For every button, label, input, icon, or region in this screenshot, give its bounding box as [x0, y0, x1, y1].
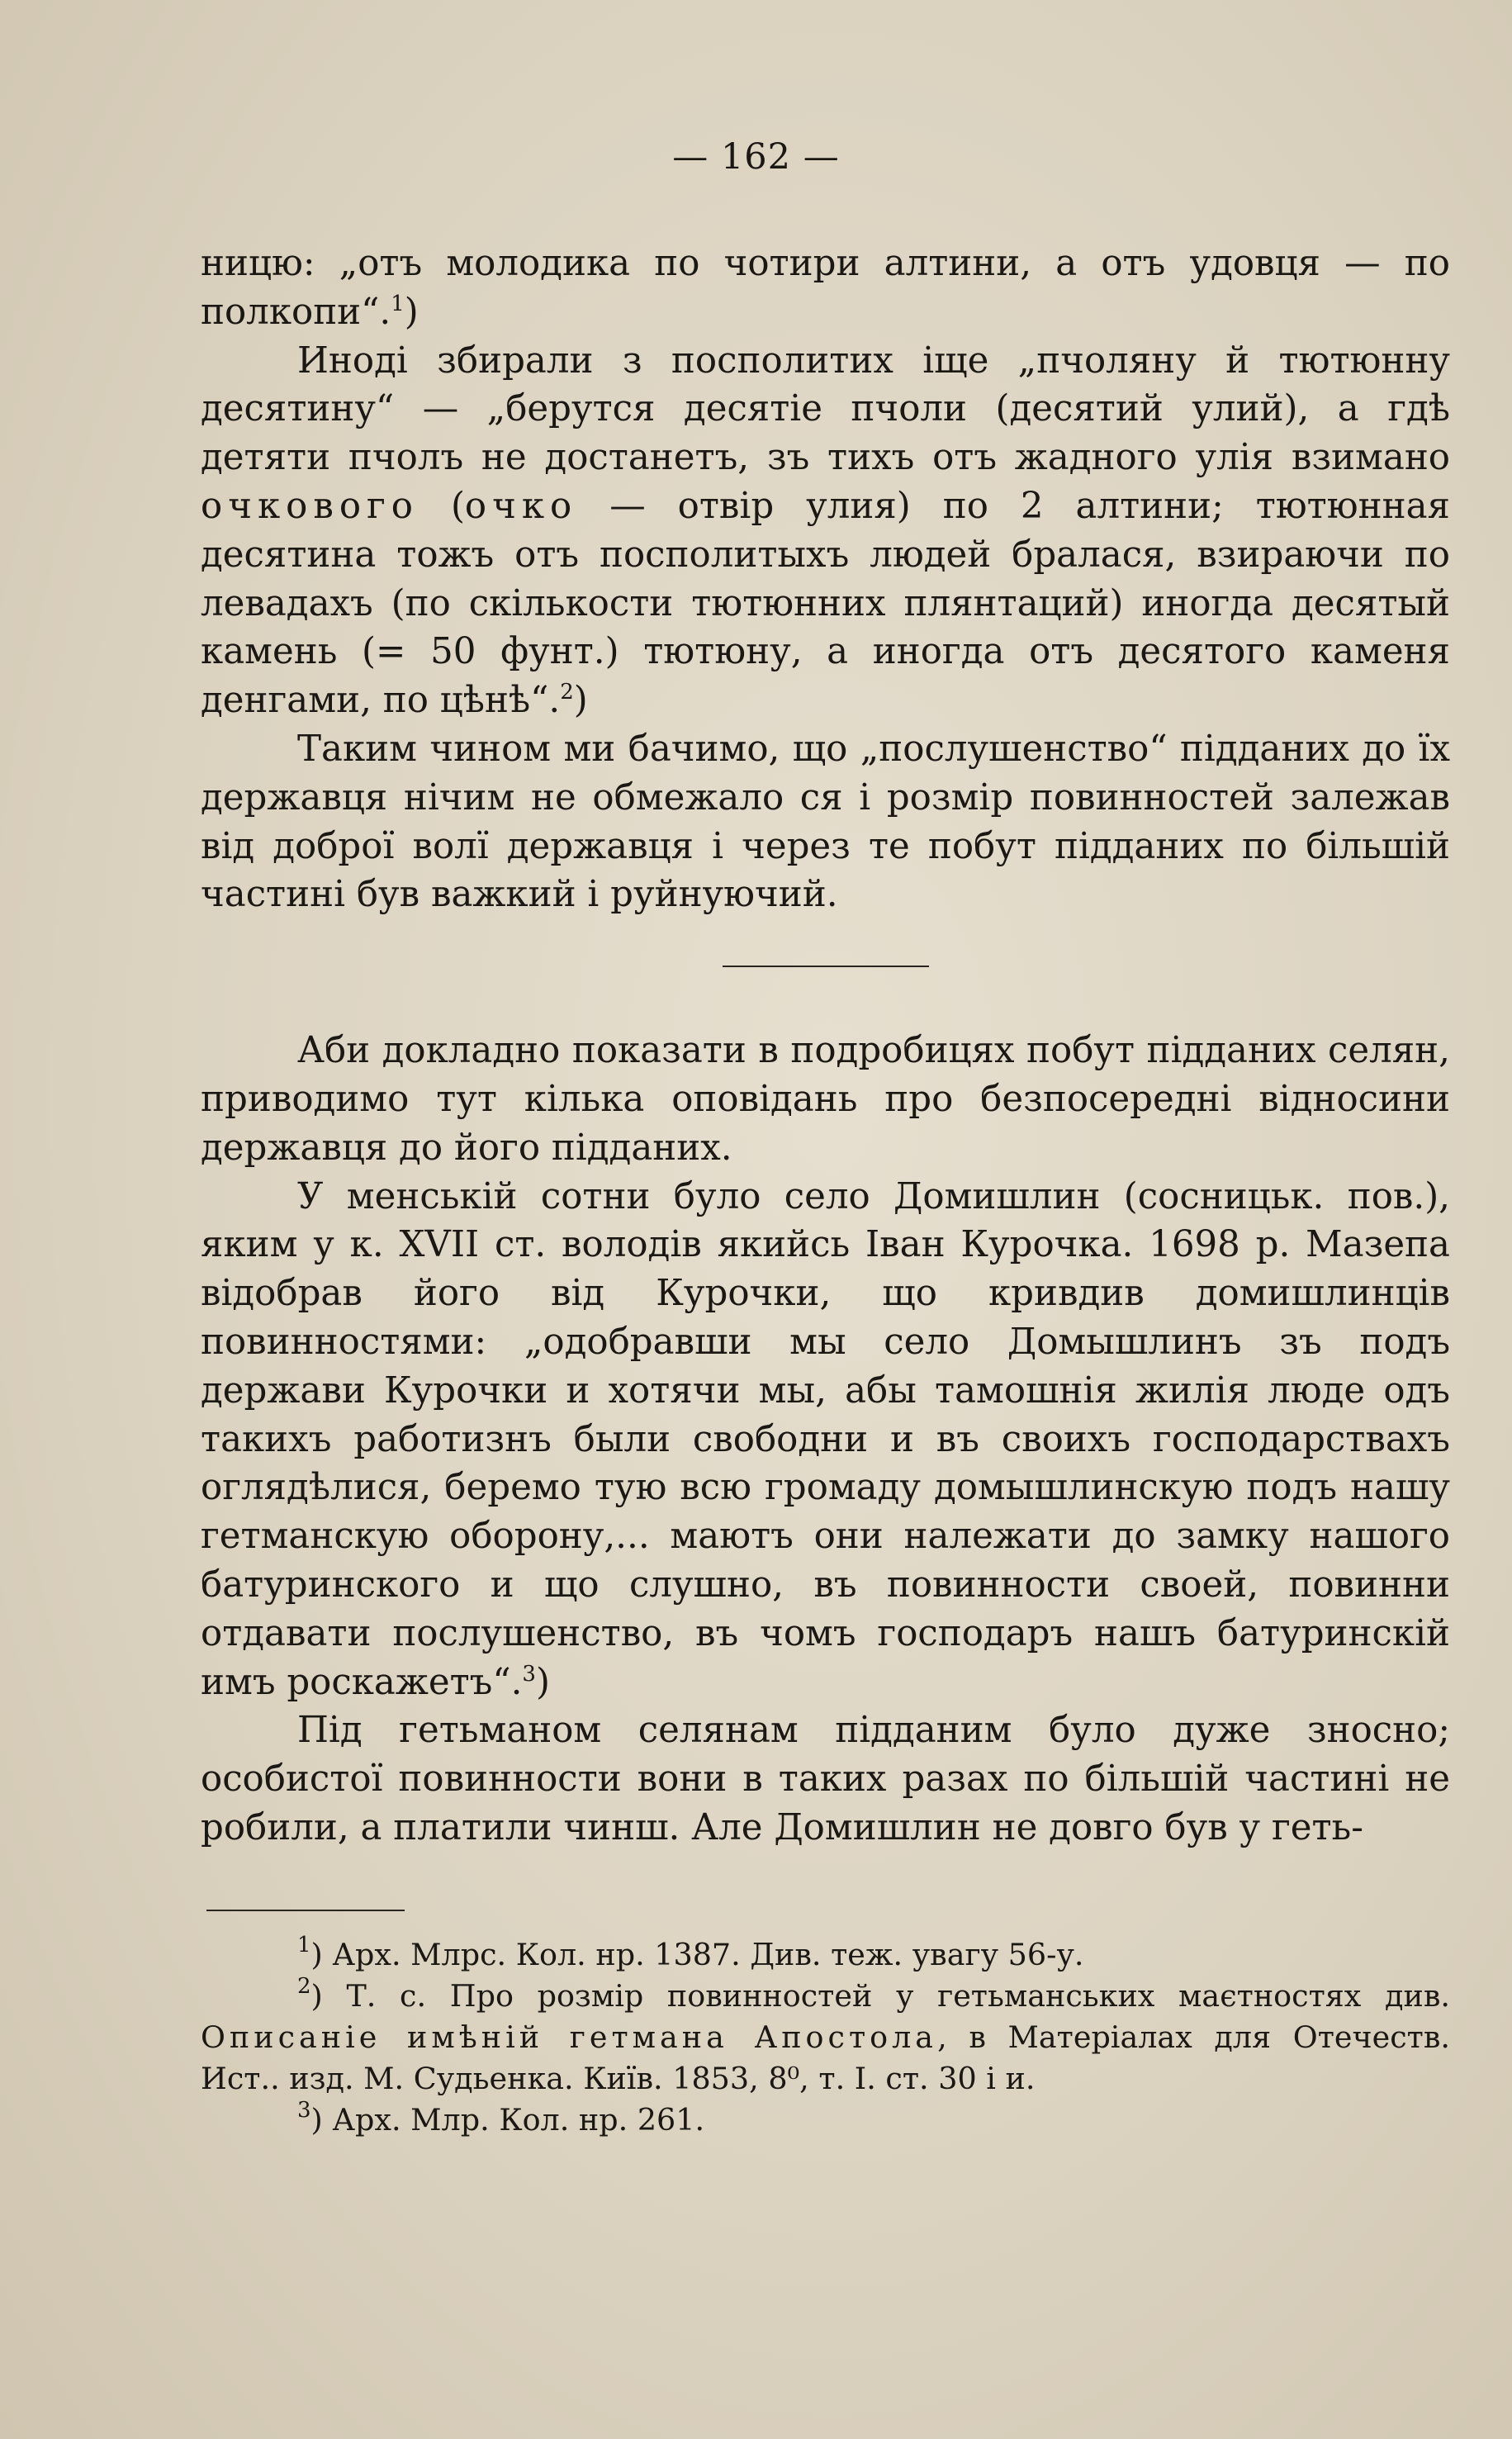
footnote-ref: 2: [560, 680, 574, 705]
paragraph: ницю: „отъ молодика по чотири алтини, а отъ удовця — по полкопи“.$^1$): [201, 243, 1450, 333]
footnote: $^3$) Арх. Млр. Кол. нр. 261.: [297, 2098, 705, 2138]
spaced-emphasis: очко: [464, 485, 578, 527]
footnotes: [201, 1934, 1450, 2141]
spaced-emphasis: Описаніе имѣній гетмана Апостола: [201, 2019, 938, 2055]
paragraph: Иноді збирали з посполитих іще „пчоляну й тютюнну десятину“ — „берутся десятіе пчоли (десятий улий), а гдѣ детяти пчолъ не достанетъ, зъ тихъ отъ жадного улія взимано очкового (очко — отвір улия) по 2 алтини; тютюнная десятина тожъ отъ посполитыхъ людей бралася, взираючи по левадахъ (по скількости тютюнних плянтаций) иногда десятый камень (= 50 фунт.) тютюну, а иногда отъ десятого каменя денгами, по цѣнѣ“.$^2$): [201, 339, 1450, 722]
footnote-ref: 3: [522, 1661, 536, 1687]
main-text: [201, 240, 1450, 1853]
footnote: $^1$) Арх. Млрс. Кол. нр. 1387. Див. теж. увагу 56-у.: [297, 1933, 1084, 1972]
footnote-mark: 1: [297, 1933, 311, 1957]
footnote-mark: 3: [297, 2098, 311, 2123]
spaced-emphasis: очкового: [201, 485, 419, 527]
page-number: — 162 —: [672, 136, 840, 178]
paragraph: У менській сотни було село Домишлин (сосницьк. пов.), яким у к. XVII ст. володів якийсь Іван Курочка. 1698 р. Мазепа відобрав його від Курочки, що кривдив домишлинців повинностями: „одобравши мы село Домышлинъ зъ подъ держави Курочки и хотячи мы, абы тамошнія жилія люде одъ такихъ работизнъ были свободни и въ своихъ господарствахъ оглядѣлися, беремо тую всю громаду домышлинскую подъ нашу гетманскую оборону,... маютъ они належати до замку нашого батуринского и що слушно, въ повинности своей, повинни отдавати послушенство, въ чомъ господаръ нашъ батуринскій имъ роскажетъ“.$^3$): [201, 1175, 1450, 1703]
footnote-rule: [206, 1910, 405, 1911]
footnote: $^2$) Т. с. Про розмір повинностей у гетьманських маєтностях див. Описаніе имѣній гетмана Апостола, в Матеріалах для Отечеств. Ист.. изд. М. Судьенка. Київ. 1853, 8⁰, т. I. ст. 30 і и.: [201, 1974, 1451, 2096]
paragraph: Таким чином ми бачимо, що „послушенство“ підданих до їх державця нічим не обмежало ся і розмір повинностей залежав від доброї волї державця і через те побут підданих по більшій частині був важкий і руйнуючий.: [201, 728, 1450, 916]
paragraph: Аби докладно показати в подробицях побут підданих селян, приводимо тут кілька оповідань про безпосередні відносини державця до його підданих.: [201, 1030, 1450, 1169]
section-divider: [723, 966, 929, 967]
footnote-ref: 1: [391, 291, 405, 316]
footnote-mark: 2: [297, 1974, 311, 1999]
paragraph: Під гетьманом селянам підданим було дуже зносно; особистої повинности вони в таких разах по більшій частині не робили, а платили чинш. Але Домишлин не довго був у геть-: [201, 1710, 1450, 1848]
